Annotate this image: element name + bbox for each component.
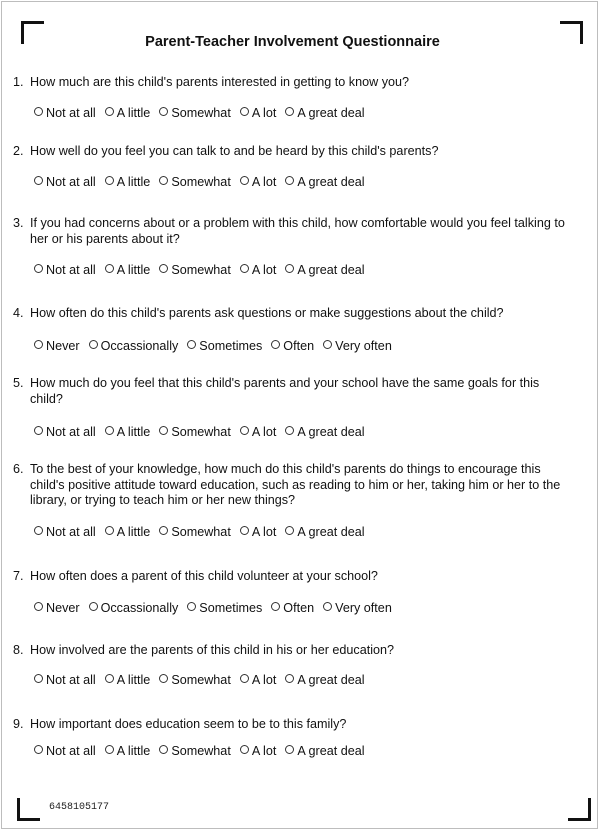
radio-circle-icon[interactable] bbox=[285, 264, 294, 273]
answer-option[interactable] bbox=[240, 106, 277, 120]
answer-options-2 bbox=[34, 175, 374, 189]
answer-option-label: Not at all bbox=[46, 525, 96, 539]
answer-option-label: Often bbox=[283, 601, 315, 615]
answer-option-label: Never bbox=[46, 339, 80, 353]
radio-circle-icon[interactable] bbox=[34, 107, 43, 116]
radio-circle-icon[interactable] bbox=[285, 745, 294, 754]
answer-options-1 bbox=[34, 106, 374, 120]
answer-option-label: A little bbox=[116, 263, 151, 277]
answer-option[interactable] bbox=[34, 744, 96, 758]
radio-circle-icon[interactable] bbox=[240, 526, 249, 535]
question-number: 7. bbox=[13, 569, 24, 583]
answer-option[interactable] bbox=[159, 106, 231, 120]
radio-circle-icon[interactable] bbox=[105, 526, 114, 535]
answer-option[interactable] bbox=[285, 525, 364, 539]
answer-option-label: A great deal bbox=[297, 525, 365, 539]
question-text: If you had concerns about or a problem with this child, how comfortable would you feel talking to her or his parents about it? bbox=[30, 216, 565, 246]
answer-option-label: Somewhat bbox=[171, 425, 231, 439]
radio-circle-icon[interactable] bbox=[159, 426, 168, 435]
question-text: How well do you feel you can talk to and be heard by this child's parents? bbox=[30, 144, 439, 158]
answer-option-label: Not at all bbox=[46, 425, 96, 439]
answer-option[interactable] bbox=[34, 339, 80, 353]
radio-circle-icon[interactable] bbox=[285, 176, 294, 185]
radio-circle-icon[interactable] bbox=[34, 745, 43, 754]
answer-options-8 bbox=[34, 673, 374, 687]
answer-option[interactable] bbox=[187, 339, 262, 353]
answer-option[interactable] bbox=[187, 601, 262, 615]
answer-option-label: A lot bbox=[251, 175, 277, 189]
answer-option-label: A great deal bbox=[297, 175, 365, 189]
answer-option-label: Somewhat bbox=[171, 673, 231, 687]
answer-option[interactable] bbox=[105, 175, 151, 189]
answer-option[interactable] bbox=[285, 175, 364, 189]
answer-option-label: A great deal bbox=[297, 263, 365, 277]
radio-circle-icon[interactable] bbox=[89, 602, 98, 611]
answer-option-label: Never bbox=[46, 601, 80, 615]
answer-option-label: A lot bbox=[251, 525, 277, 539]
answer-option[interactable] bbox=[89, 339, 179, 353]
radio-circle-icon[interactable] bbox=[187, 340, 196, 349]
answer-option-label: A great deal bbox=[297, 106, 365, 120]
answer-option-label: Somewhat bbox=[171, 263, 231, 277]
answer-option[interactable] bbox=[159, 744, 231, 758]
question-7 bbox=[13, 569, 573, 585]
answer-option[interactable] bbox=[34, 673, 96, 687]
radio-circle-icon[interactable] bbox=[285, 674, 294, 683]
answer-option-label: A lot bbox=[251, 425, 277, 439]
answer-option-label: Somewhat bbox=[171, 525, 231, 539]
answer-option[interactable] bbox=[89, 601, 179, 615]
radio-circle-icon[interactable] bbox=[34, 526, 43, 535]
answer-option[interactable] bbox=[240, 175, 277, 189]
answer-options-7 bbox=[34, 601, 401, 615]
answer-option[interactable] bbox=[105, 525, 151, 539]
radio-circle-icon[interactable] bbox=[159, 107, 168, 116]
radio-circle-icon[interactable] bbox=[323, 340, 332, 349]
answer-option-label: Somewhat bbox=[171, 744, 231, 758]
answer-option[interactable] bbox=[105, 263, 151, 277]
answer-option[interactable] bbox=[105, 425, 151, 439]
answer-option-label: A lot bbox=[251, 263, 277, 277]
answer-option-label: Occassionally bbox=[100, 601, 179, 615]
answer-option[interactable] bbox=[34, 525, 96, 539]
question-number: 9. bbox=[13, 717, 24, 731]
radio-circle-icon[interactable] bbox=[34, 674, 43, 683]
radio-circle-icon[interactable] bbox=[159, 176, 168, 185]
answer-option[interactable] bbox=[285, 744, 364, 758]
answer-option[interactable] bbox=[240, 425, 277, 439]
radio-circle-icon[interactable] bbox=[240, 107, 249, 116]
answer-option[interactable] bbox=[323, 339, 392, 353]
question-4 bbox=[13, 306, 573, 322]
answer-option-label: Very often bbox=[335, 339, 392, 353]
radio-circle-icon[interactable] bbox=[34, 602, 43, 611]
radio-circle-icon[interactable] bbox=[240, 745, 249, 754]
answer-option[interactable] bbox=[159, 673, 231, 687]
answer-option-label: Sometimes bbox=[199, 339, 263, 353]
answer-option[interactable] bbox=[34, 175, 96, 189]
radio-circle-icon[interactable] bbox=[271, 602, 280, 611]
answer-option[interactable] bbox=[240, 744, 277, 758]
answer-option[interactable] bbox=[159, 525, 231, 539]
answer-option-label: A little bbox=[116, 175, 151, 189]
radio-circle-icon[interactable] bbox=[240, 264, 249, 273]
answer-option-label: Sometimes bbox=[199, 601, 263, 615]
answer-option[interactable] bbox=[159, 425, 231, 439]
radio-circle-icon[interactable] bbox=[159, 674, 168, 683]
question-2 bbox=[13, 144, 573, 160]
question-9 bbox=[13, 717, 573, 733]
question-number: 5. bbox=[13, 376, 24, 390]
answer-option-label: Not at all bbox=[46, 744, 96, 758]
question-text: How important does education seem to be to this family? bbox=[30, 717, 347, 731]
question-number: 4. bbox=[13, 306, 24, 320]
answer-option-label: A lot bbox=[251, 673, 277, 687]
answer-option-label: A little bbox=[116, 425, 151, 439]
answer-option[interactable] bbox=[240, 263, 277, 277]
question-text: How often do this child's parents ask questions or make suggestions about the child? bbox=[30, 306, 504, 320]
radio-circle-icon[interactable] bbox=[323, 602, 332, 611]
answer-option[interactable] bbox=[240, 525, 277, 539]
answer-option[interactable] bbox=[34, 263, 96, 277]
page-title: Parent-Teacher Involvement Questionnaire bbox=[145, 34, 440, 50]
radio-circle-icon[interactable] bbox=[240, 426, 249, 435]
question-text: How involved are the parents of this child in his or her education? bbox=[30, 643, 395, 657]
answer-option-label: Very often bbox=[335, 601, 392, 615]
radio-circle-icon[interactable] bbox=[89, 340, 98, 349]
question-number: 1. bbox=[13, 75, 24, 89]
radio-circle-icon[interactable] bbox=[271, 340, 280, 349]
form-code: 6458105177 bbox=[49, 802, 110, 813]
radio-circle-icon[interactable] bbox=[105, 107, 114, 116]
answer-options-6 bbox=[34, 525, 374, 539]
answer-option-label: Not at all bbox=[46, 263, 96, 277]
answer-option[interactable] bbox=[285, 263, 364, 277]
answer-option-label: Often bbox=[283, 339, 315, 353]
answer-option-label: A little bbox=[116, 744, 151, 758]
answer-option[interactable] bbox=[105, 673, 151, 687]
question-number: 3. bbox=[13, 216, 24, 230]
radio-circle-icon[interactable] bbox=[34, 340, 43, 349]
radio-circle-icon[interactable] bbox=[34, 176, 43, 185]
radio-circle-icon[interactable] bbox=[285, 107, 294, 116]
answer-option[interactable] bbox=[271, 339, 314, 353]
registration-mark-bottom-right bbox=[568, 798, 591, 821]
answer-option[interactable] bbox=[105, 744, 151, 758]
answer-option[interactable] bbox=[159, 175, 231, 189]
radio-circle-icon[interactable] bbox=[285, 426, 294, 435]
answer-option[interactable] bbox=[285, 425, 364, 439]
answer-option-label: A great deal bbox=[297, 744, 365, 758]
question-text: How often does a parent of this child volunteer at your school? bbox=[30, 569, 378, 583]
question-number: 8. bbox=[13, 643, 24, 657]
answer-options-4 bbox=[34, 339, 401, 353]
answer-option-label: A great deal bbox=[297, 425, 365, 439]
answer-option-label: A little bbox=[116, 673, 151, 687]
answer-option[interactable] bbox=[159, 263, 231, 277]
question-1 bbox=[13, 75, 573, 91]
answer-option-label: A lot bbox=[251, 106, 277, 120]
radio-circle-icon[interactable] bbox=[34, 426, 43, 435]
answer-option[interactable] bbox=[105, 106, 151, 120]
answer-option[interactable] bbox=[34, 106, 96, 120]
question-5 bbox=[13, 376, 573, 407]
answer-option-label: Occassionally bbox=[100, 339, 179, 353]
answer-option-label: A little bbox=[116, 525, 151, 539]
radio-circle-icon[interactable] bbox=[105, 426, 114, 435]
question-3 bbox=[13, 216, 573, 247]
question-text: To the best of your knowledge, how much do this child's parents do things to encourage this child's positive attitude toward education, such as reading to him or her, taking him or her to the library, or trying to teach him or her new things? bbox=[30, 462, 561, 507]
answer-option-label: Not at all bbox=[46, 175, 96, 189]
answer-option[interactable] bbox=[240, 673, 277, 687]
questionnaire-page bbox=[1, 1, 598, 829]
radio-circle-icon[interactable] bbox=[159, 264, 168, 273]
answer-options-9 bbox=[34, 744, 374, 758]
answer-option[interactable] bbox=[285, 106, 364, 120]
answer-option[interactable] bbox=[34, 601, 80, 615]
answer-options-5 bbox=[34, 425, 374, 439]
radio-circle-icon[interactable] bbox=[34, 264, 43, 273]
answer-option-label: A great deal bbox=[297, 673, 365, 687]
radio-circle-icon[interactable] bbox=[105, 264, 114, 273]
answer-option-label: A lot bbox=[251, 744, 277, 758]
question-6 bbox=[13, 462, 573, 509]
answer-option-label: Somewhat bbox=[171, 106, 231, 120]
radio-circle-icon[interactable] bbox=[105, 745, 114, 754]
radio-circle-icon[interactable] bbox=[240, 176, 249, 185]
radio-circle-icon[interactable] bbox=[159, 526, 168, 535]
radio-circle-icon[interactable] bbox=[105, 176, 114, 185]
question-text: How much do you feel that this child's parents and your school have the same goals for this child? bbox=[30, 376, 540, 406]
answer-option[interactable] bbox=[271, 601, 314, 615]
radio-circle-icon[interactable] bbox=[159, 745, 168, 754]
question-text: How much are this child's parents interested in getting to know you? bbox=[30, 75, 410, 89]
answer-option-label: Not at all bbox=[46, 673, 96, 687]
radio-circle-icon[interactable] bbox=[187, 602, 196, 611]
answer-option-label: A little bbox=[116, 106, 151, 120]
answer-options-3 bbox=[34, 263, 374, 277]
radio-circle-icon[interactable] bbox=[105, 674, 114, 683]
question-8 bbox=[13, 643, 573, 659]
radio-circle-icon[interactable] bbox=[285, 526, 294, 535]
answer-option-label: Somewhat bbox=[171, 175, 231, 189]
registration-mark-bottom-left bbox=[17, 798, 40, 821]
answer-option[interactable] bbox=[285, 673, 364, 687]
answer-option[interactable] bbox=[34, 425, 96, 439]
answer-option-label: Not at all bbox=[46, 106, 96, 120]
answer-option[interactable] bbox=[323, 601, 392, 615]
question-number: 6. bbox=[13, 462, 24, 476]
radio-circle-icon[interactable] bbox=[240, 674, 249, 683]
question-number: 2. bbox=[13, 144, 24, 158]
